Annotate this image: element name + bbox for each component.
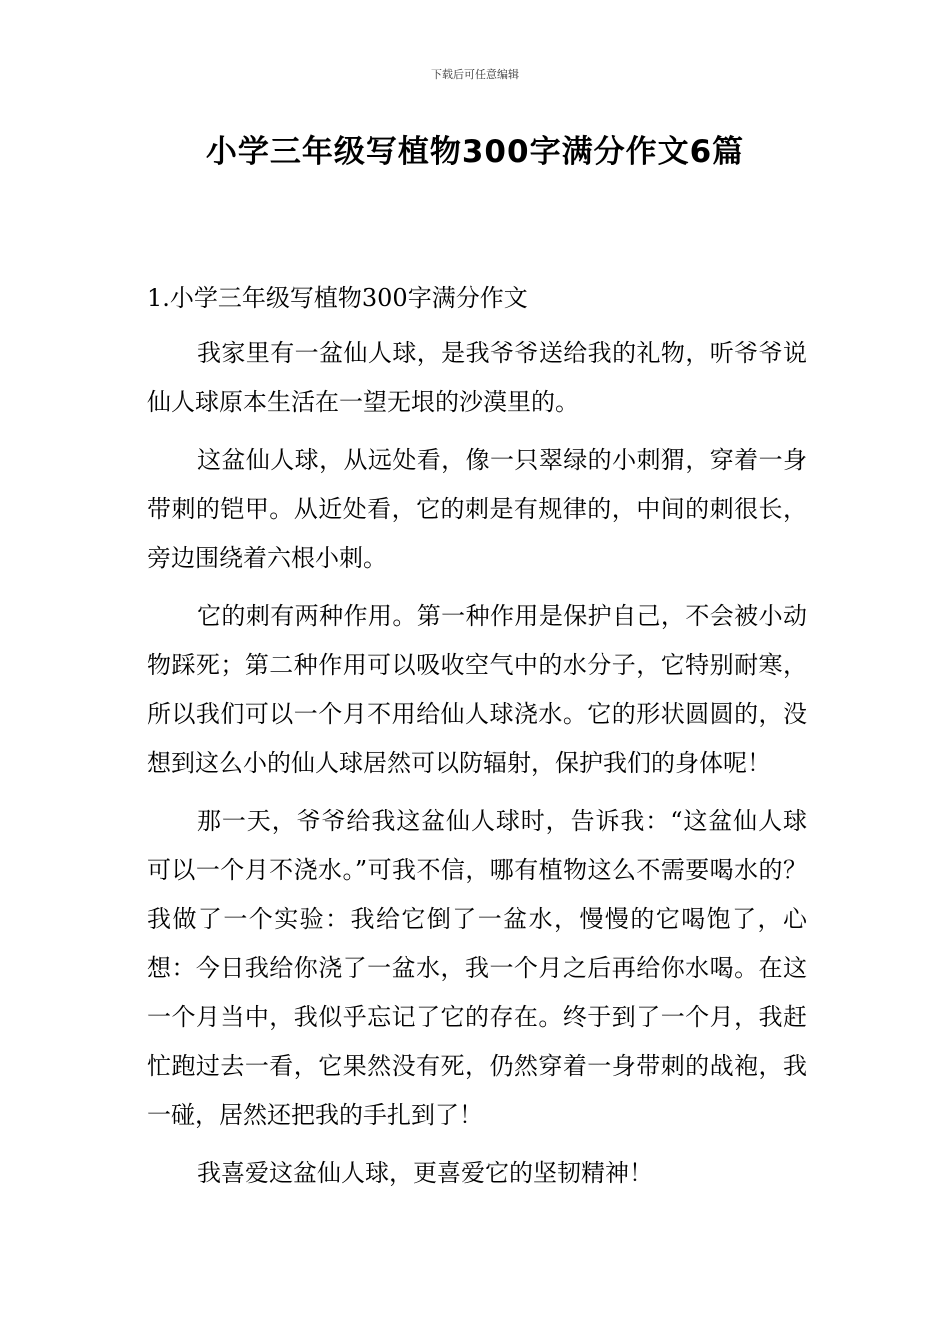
- paragraph-5: 我喜爱这盆仙人球，更喜爱它的坚韧精神！: [197, 1159, 653, 1187]
- header-note: 下载后可任意编辑: [431, 68, 519, 81]
- document-title: 小学三年级写植物300字满分作文6篇: [205, 134, 745, 170]
- paragraph-3: 它的刺有两种作用。第一种作用是保护自己，不会被小动物踩死；第二种作用可以吸收空气中的水分子，它特别耐寒，所以我们可以一个月不用给仙人球浇水。它的形状圆圆的，没想到这么小的仙人球居然可以防辐射，保护我们的身体呢！: [147, 602, 807, 777]
- section-heading: 1.小学三年级写植物300字满分作文: [147, 284, 528, 312]
- paragraph-1: 我家里有一盆仙人球，是我爷爷送给我的礼物，听爷爷说仙人球原本生活在一望无垠的沙漠里的。: [147, 339, 807, 416]
- document-body: [147, 280, 807, 1198]
- paragraph-2: 这盆仙人球，从远处看，像一只翠绿的小刺猬，穿着一身带刺的铠甲。从近处看，它的刺是有规律的，中间的刺很长，旁边围绕着六根小刺。: [147, 446, 807, 572]
- paragraph-4: 那一天，爷爷给我这盆仙人球时，告诉我：“这盆仙人球可以一个月不浇水。”可我不信，哪有植物这么不需要喝水的？我做了一个实验：我给它倒了一盆水，慢慢的它喝饱了，心想：今日我给你浇了一盆水，我一个月之后再给你水喝。在这一个月当中，我似乎忘记了它的存在。终于到了一个月，我赶忙跑过去一看，它果然没有死，仍然穿着一身带刺的战袍，我一碰，居然还把我的手扎到了！: [147, 807, 807, 1129]
